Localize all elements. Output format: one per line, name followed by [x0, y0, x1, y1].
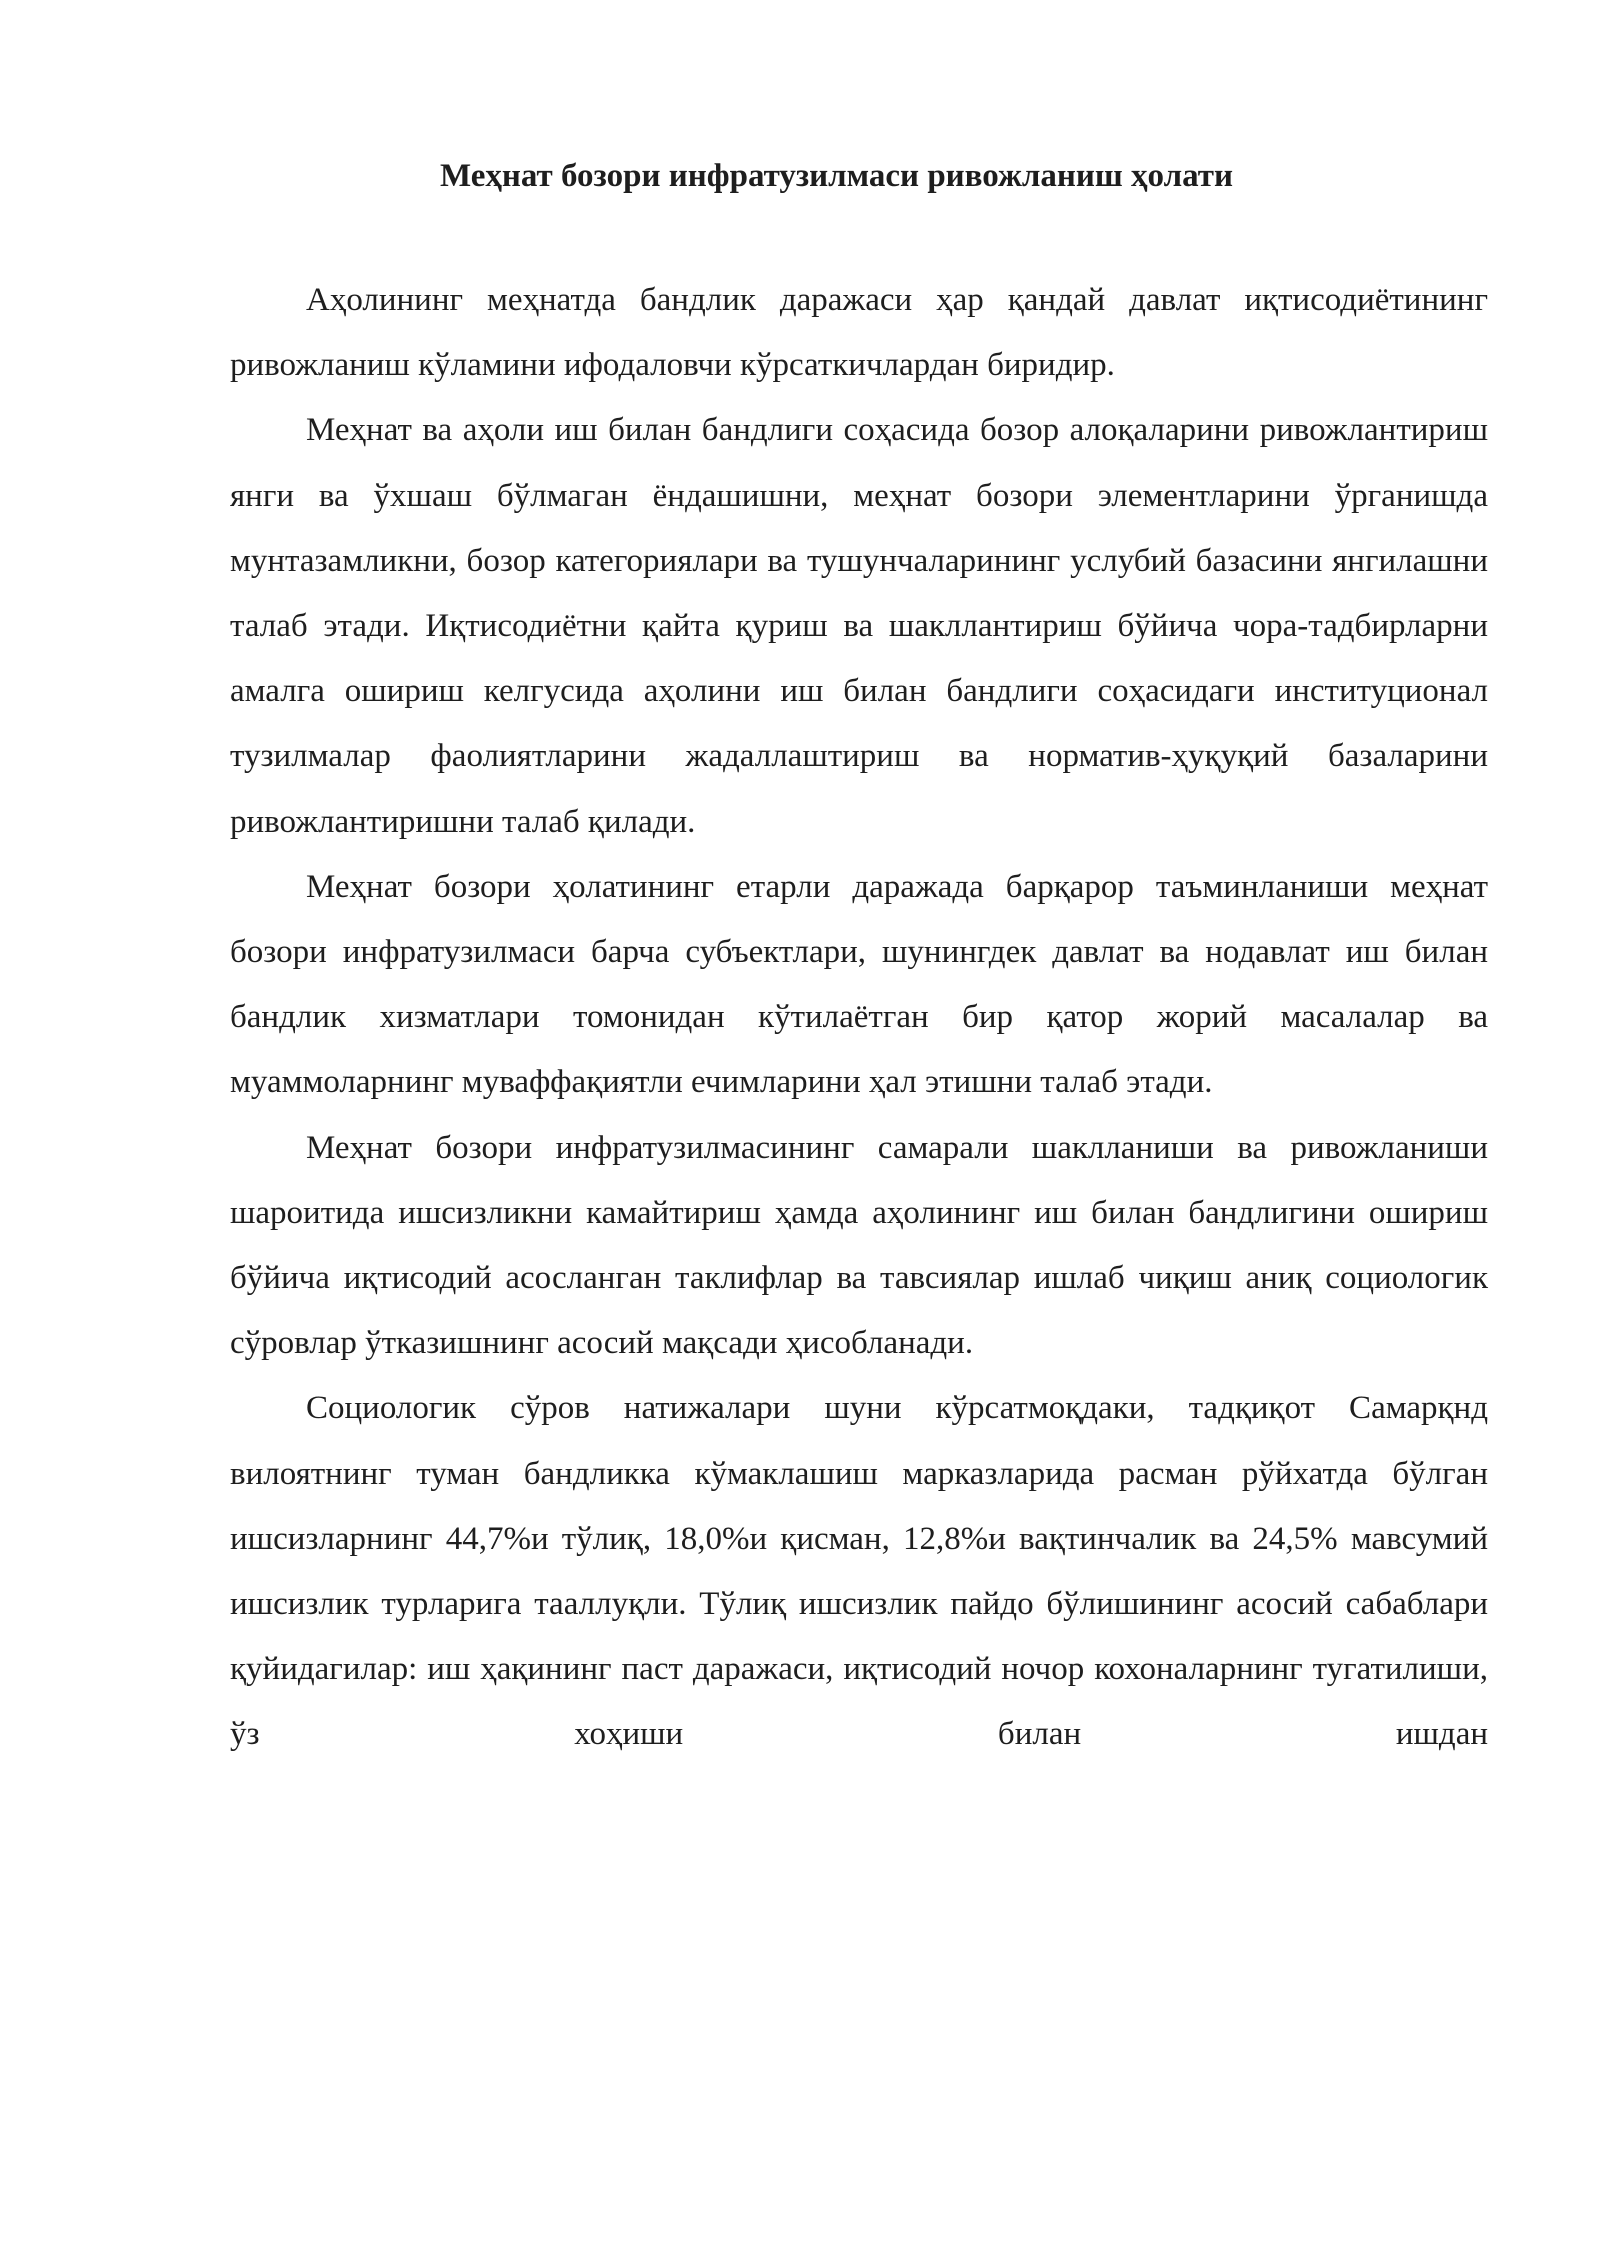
document-title: Меҳнат бозори инфратузилмаси ривожланиш ҳолати	[440, 158, 1233, 194]
paragraph-survey-purpose: Меҳнат бозори инфратузилмасининг самарали шаклланиши ва ривожланиши шароитида ишсизликни камайтириш ҳамда аҳолининг иш билан бандлигини ошириш бўйича иқтисодий асосланган таклифлар ва тавсиялар ишлаб чиқиш аниқ социологик сўровлар ўтказишнинг асосий мақсади ҳисобланади.	[230, 1129, 1488, 1362]
paragraph-market-relations: Меҳнат ва аҳоли иш билан бандлиги соҳасида бозор алоқаларини ривожлантириш янги ва ўхшаш бўлмаган ёндашишни, меҳнат бозори элементларини ўрганишда мунтазамликни, бозор категориялари ва тушунчаларининг услубий базасини янгилашни талаб этади. Иқтисодиётни қайта қуриш ва шакллантириш бўйича чора-тадбирларни амалга ошириш келгусида аҳолини иш билан бандлиги соҳасидаги институционал тузилмалар фаолиятларини жадаллаштириш ва норматив-ҳуқуқий базаларини ривожлантиришни талаб қилади.	[230, 412, 1488, 840]
paragraph-market-stability: Меҳнат бозори ҳолатининг етарли даражада барқарор таъминланиши меҳнат бозори инфратузилмаси барча субъектлари, шунингдек давлат ва нодавлат иш билан бандлик хизматлари томонидан кўтилаётган бир қатор жорий масалалар ва муаммоларнинг муваффақиятли ечимларини ҳал этишни талаб этади.	[230, 868, 1488, 1101]
paragraph-employment-level: Аҳолининг меҳнатда бандлик даражаси ҳар қандай давлат иқтисодиётининг ривожланиш кўламини ифодаловчи кўрсаткичлардан биридир.	[230, 282, 1488, 384]
paragraph-survey-results: Социологик сўров натижалари шуни кўрсатмоқдаки, тадқиқот Самарқнд вилоятнинг туман бандликка кўмаклашиш марказларида расман рўйхатда бўлган ишсизларнинг 44,7%и тўлиқ, 18,0%и қисман, 12,8%и вақтинчалик ва 24,5% мавсумий ишсизлик турларига тааллуқли. Тўлиқ ишсизлик пайдо бўлишининг асосий сабаблари қуйидагилар: иш ҳақининг паст даражаси, иқтисодий ночор кохоналарнинг тугатилиши, ўз хоҳиши билан ишдан	[230, 1390, 1488, 1753]
document-body	[230, 152, 1488, 1768]
